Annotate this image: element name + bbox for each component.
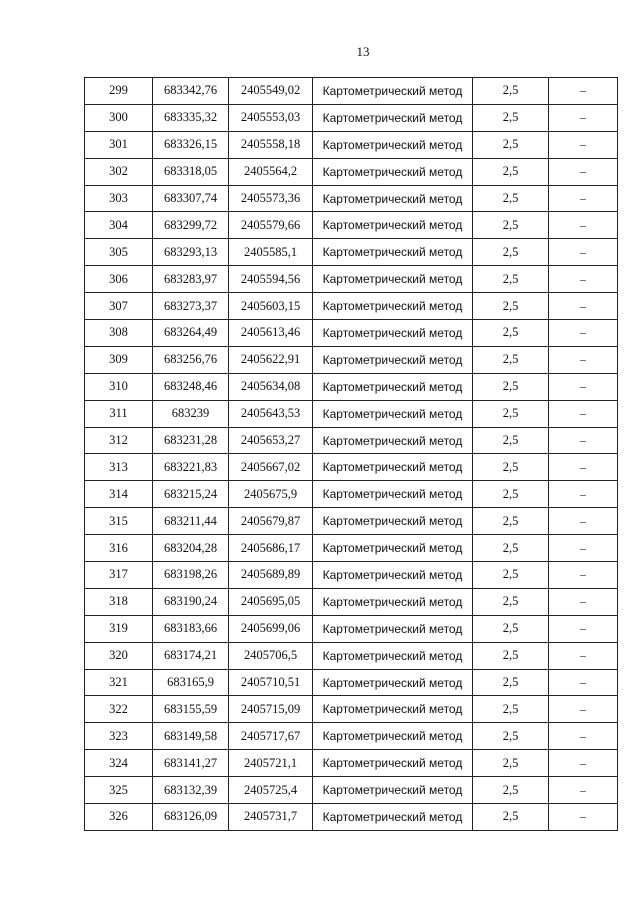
- accuracy-cell: 2,5: [473, 750, 549, 777]
- point-number-cell: 317: [85, 562, 153, 589]
- method-cell: Картометрический метод: [313, 804, 473, 831]
- note-cell: –: [549, 104, 618, 131]
- accuracy-cell: 2,5: [473, 535, 549, 562]
- point-number-cell: 310: [85, 373, 153, 400]
- method-cell: Картометрический метод: [313, 669, 473, 696]
- x-coordinate-cell: 683149,58: [153, 723, 229, 750]
- method-cell: Картометрический метод: [313, 104, 473, 131]
- point-number-cell: 307: [85, 293, 153, 320]
- point-number-cell: 323: [85, 723, 153, 750]
- method-cell: Картометрический метод: [313, 131, 473, 158]
- y-coordinate-cell: 2405622,91: [229, 346, 313, 373]
- x-coordinate-cell: 683318,05: [153, 158, 229, 185]
- y-coordinate-cell: 2405675,9: [229, 481, 313, 508]
- y-coordinate-cell: 2405731,7: [229, 804, 313, 831]
- method-cell: Картометрический метод: [313, 696, 473, 723]
- table-row: [85, 750, 618, 777]
- point-number-cell: 311: [85, 400, 153, 427]
- x-coordinate-cell: 683248,46: [153, 373, 229, 400]
- x-coordinate-cell: 683198,26: [153, 562, 229, 589]
- x-coordinate-cell: 683221,83: [153, 454, 229, 481]
- method-cell: Картометрический метод: [313, 185, 473, 212]
- y-coordinate-cell: 2405564,2: [229, 158, 313, 185]
- note-cell: –: [549, 804, 618, 831]
- y-coordinate-cell: 2405686,17: [229, 535, 313, 562]
- table-row: [85, 239, 618, 266]
- y-coordinate-cell: 2405725,4: [229, 777, 313, 804]
- note-cell: –: [549, 777, 618, 804]
- y-coordinate-cell: 2405613,46: [229, 320, 313, 347]
- table-row: [85, 615, 618, 642]
- point-number-cell: 308: [85, 320, 153, 347]
- accuracy-cell: 2,5: [473, 669, 549, 696]
- accuracy-cell: 2,5: [473, 158, 549, 185]
- table-row: [85, 588, 618, 615]
- y-coordinate-cell: 2405573,36: [229, 185, 313, 212]
- accuracy-cell: 2,5: [473, 400, 549, 427]
- coordinates-table: [84, 77, 618, 831]
- x-coordinate-cell: 683174,21: [153, 642, 229, 669]
- note-cell: –: [549, 158, 618, 185]
- point-number-cell: 318: [85, 588, 153, 615]
- note-cell: –: [549, 320, 618, 347]
- y-coordinate-cell: 2405721,1: [229, 750, 313, 777]
- y-coordinate-cell: 2405585,1: [229, 239, 313, 266]
- x-coordinate-cell: 683183,66: [153, 615, 229, 642]
- note-cell: –: [549, 131, 618, 158]
- table-row: [85, 777, 618, 804]
- method-cell: Картометрический метод: [313, 212, 473, 239]
- y-coordinate-cell: 2405549,02: [229, 78, 313, 105]
- note-cell: –: [549, 78, 618, 105]
- x-coordinate-cell: 683342,76: [153, 78, 229, 105]
- x-coordinate-cell: 683132,39: [153, 777, 229, 804]
- accuracy-cell: 2,5: [473, 373, 549, 400]
- y-coordinate-cell: 2405699,06: [229, 615, 313, 642]
- method-cell: Картометрический метод: [313, 400, 473, 427]
- x-coordinate-cell: 683273,37: [153, 293, 229, 320]
- y-coordinate-cell: 2405579,66: [229, 212, 313, 239]
- accuracy-cell: 2,5: [473, 131, 549, 158]
- accuracy-cell: 2,5: [473, 642, 549, 669]
- x-coordinate-cell: 683307,74: [153, 185, 229, 212]
- point-number-cell: 325: [85, 777, 153, 804]
- x-coordinate-cell: 683141,27: [153, 750, 229, 777]
- y-coordinate-cell: 2405594,56: [229, 266, 313, 293]
- x-coordinate-cell: 683215,24: [153, 481, 229, 508]
- table-row: [85, 266, 618, 293]
- x-coordinate-cell: 683239: [153, 400, 229, 427]
- note-cell: –: [549, 535, 618, 562]
- y-coordinate-cell: 2405667,02: [229, 454, 313, 481]
- point-number-cell: 300: [85, 104, 153, 131]
- method-cell: Картометрический метод: [313, 588, 473, 615]
- y-coordinate-cell: 2405695,05: [229, 588, 313, 615]
- x-coordinate-cell: 683231,28: [153, 427, 229, 454]
- method-cell: Картометрический метод: [313, 158, 473, 185]
- point-number-cell: 324: [85, 750, 153, 777]
- x-coordinate-cell: 683204,28: [153, 535, 229, 562]
- note-cell: –: [549, 588, 618, 615]
- y-coordinate-cell: 2405553,03: [229, 104, 313, 131]
- note-cell: –: [549, 669, 618, 696]
- point-number-cell: 303: [85, 185, 153, 212]
- method-cell: Картометрический метод: [313, 535, 473, 562]
- accuracy-cell: 2,5: [473, 454, 549, 481]
- note-cell: –: [549, 239, 618, 266]
- note-cell: –: [549, 373, 618, 400]
- table-row: [85, 78, 618, 105]
- accuracy-cell: 2,5: [473, 212, 549, 239]
- method-cell: Картометрический метод: [313, 750, 473, 777]
- point-number-cell: 312: [85, 427, 153, 454]
- y-coordinate-cell: 2405653,27: [229, 427, 313, 454]
- table-row: [85, 454, 618, 481]
- note-cell: –: [549, 185, 618, 212]
- note-cell: –: [549, 212, 618, 239]
- accuracy-cell: 2,5: [473, 777, 549, 804]
- accuracy-cell: 2,5: [473, 804, 549, 831]
- accuracy-cell: 2,5: [473, 508, 549, 535]
- table-row: [85, 212, 618, 239]
- table-row: [85, 642, 618, 669]
- y-coordinate-cell: 2405679,87: [229, 508, 313, 535]
- method-cell: Картометрический метод: [313, 373, 473, 400]
- x-coordinate-cell: 683335,32: [153, 104, 229, 131]
- x-coordinate-cell: 683256,76: [153, 346, 229, 373]
- point-number-cell: 299: [85, 78, 153, 105]
- x-coordinate-cell: 683190,24: [153, 588, 229, 615]
- method-cell: Картометрический метод: [313, 320, 473, 347]
- table-row: [85, 427, 618, 454]
- note-cell: –: [549, 346, 618, 373]
- y-coordinate-cell: 2405643,53: [229, 400, 313, 427]
- note-cell: –: [549, 400, 618, 427]
- method-cell: Картометрический метод: [313, 239, 473, 266]
- accuracy-cell: 2,5: [473, 104, 549, 131]
- table-row: [85, 346, 618, 373]
- point-number-cell: 304: [85, 212, 153, 239]
- method-cell: Картометрический метод: [313, 454, 473, 481]
- note-cell: –: [549, 508, 618, 535]
- accuracy-cell: 2,5: [473, 293, 549, 320]
- table-row: [85, 562, 618, 589]
- point-number-cell: 313: [85, 454, 153, 481]
- table-row: [85, 669, 618, 696]
- method-cell: Картометрический метод: [313, 642, 473, 669]
- point-number-cell: 326: [85, 804, 153, 831]
- point-number-cell: 321: [85, 669, 153, 696]
- accuracy-cell: 2,5: [473, 266, 549, 293]
- method-cell: Картометрический метод: [313, 615, 473, 642]
- table-row: [85, 535, 618, 562]
- note-cell: –: [549, 642, 618, 669]
- point-number-cell: 302: [85, 158, 153, 185]
- point-number-cell: 314: [85, 481, 153, 508]
- y-coordinate-cell: 2405715,09: [229, 696, 313, 723]
- note-cell: –: [549, 481, 618, 508]
- point-number-cell: 305: [85, 239, 153, 266]
- table-row: [85, 723, 618, 750]
- coordinates-table-body: [85, 78, 618, 831]
- method-cell: Картометрический метод: [313, 427, 473, 454]
- note-cell: –: [549, 562, 618, 589]
- method-cell: Картометрический метод: [313, 266, 473, 293]
- table-row: [85, 293, 618, 320]
- method-cell: Картометрический метод: [313, 562, 473, 589]
- note-cell: –: [549, 723, 618, 750]
- page-number: 13: [356, 44, 370, 59]
- note-cell: –: [549, 266, 618, 293]
- x-coordinate-cell: 683165,9: [153, 669, 229, 696]
- table-row: [85, 804, 618, 831]
- point-number-cell: 315: [85, 508, 153, 535]
- accuracy-cell: 2,5: [473, 239, 549, 266]
- point-number-cell: 320: [85, 642, 153, 669]
- accuracy-cell: 2,5: [473, 185, 549, 212]
- note-cell: –: [549, 293, 618, 320]
- y-coordinate-cell: 2405717,67: [229, 723, 313, 750]
- x-coordinate-cell: 683264,49: [153, 320, 229, 347]
- x-coordinate-cell: 683211,44: [153, 508, 229, 535]
- table-row: [85, 158, 618, 185]
- table-row: [85, 373, 618, 400]
- note-cell: –: [549, 750, 618, 777]
- table-row: [85, 481, 618, 508]
- note-cell: –: [549, 615, 618, 642]
- note-cell: –: [549, 696, 618, 723]
- y-coordinate-cell: 2405558,18: [229, 131, 313, 158]
- note-cell: –: [549, 427, 618, 454]
- point-number-cell: 301: [85, 131, 153, 158]
- accuracy-cell: 2,5: [473, 78, 549, 105]
- x-coordinate-cell: 683155,59: [153, 696, 229, 723]
- y-coordinate-cell: 2405634,08: [229, 373, 313, 400]
- table-row: [85, 508, 618, 535]
- table-row: [85, 131, 618, 158]
- x-coordinate-cell: 683293,13: [153, 239, 229, 266]
- x-coordinate-cell: 683283,97: [153, 266, 229, 293]
- table-row: [85, 104, 618, 131]
- y-coordinate-cell: 2405603,15: [229, 293, 313, 320]
- point-number-cell: 309: [85, 346, 153, 373]
- y-coordinate-cell: 2405706,5: [229, 642, 313, 669]
- table-row: [85, 320, 618, 347]
- accuracy-cell: 2,5: [473, 481, 549, 508]
- table-row: [85, 696, 618, 723]
- x-coordinate-cell: 683126,09: [153, 804, 229, 831]
- accuracy-cell: 2,5: [473, 320, 549, 347]
- accuracy-cell: 2,5: [473, 588, 549, 615]
- table-row: [85, 400, 618, 427]
- method-cell: Картометрический метод: [313, 346, 473, 373]
- accuracy-cell: 2,5: [473, 427, 549, 454]
- point-number-cell: 319: [85, 615, 153, 642]
- table-row: [85, 185, 618, 212]
- accuracy-cell: 2,5: [473, 696, 549, 723]
- x-coordinate-cell: 683326,15: [153, 131, 229, 158]
- method-cell: Картометрический метод: [313, 293, 473, 320]
- method-cell: Картометрический метод: [313, 481, 473, 508]
- note-cell: –: [549, 454, 618, 481]
- accuracy-cell: 2,5: [473, 346, 549, 373]
- x-coordinate-cell: 683299,72: [153, 212, 229, 239]
- y-coordinate-cell: 2405710,51: [229, 669, 313, 696]
- method-cell: Картометрический метод: [313, 78, 473, 105]
- method-cell: Картометрический метод: [313, 723, 473, 750]
- point-number-cell: 306: [85, 266, 153, 293]
- point-number-cell: 316: [85, 535, 153, 562]
- method-cell: Картометрический метод: [313, 777, 473, 804]
- method-cell: Картометрический метод: [313, 508, 473, 535]
- y-coordinate-cell: 2405689,89: [229, 562, 313, 589]
- accuracy-cell: 2,5: [473, 723, 549, 750]
- accuracy-cell: 2,5: [473, 615, 549, 642]
- point-number-cell: 322: [85, 696, 153, 723]
- accuracy-cell: 2,5: [473, 562, 549, 589]
